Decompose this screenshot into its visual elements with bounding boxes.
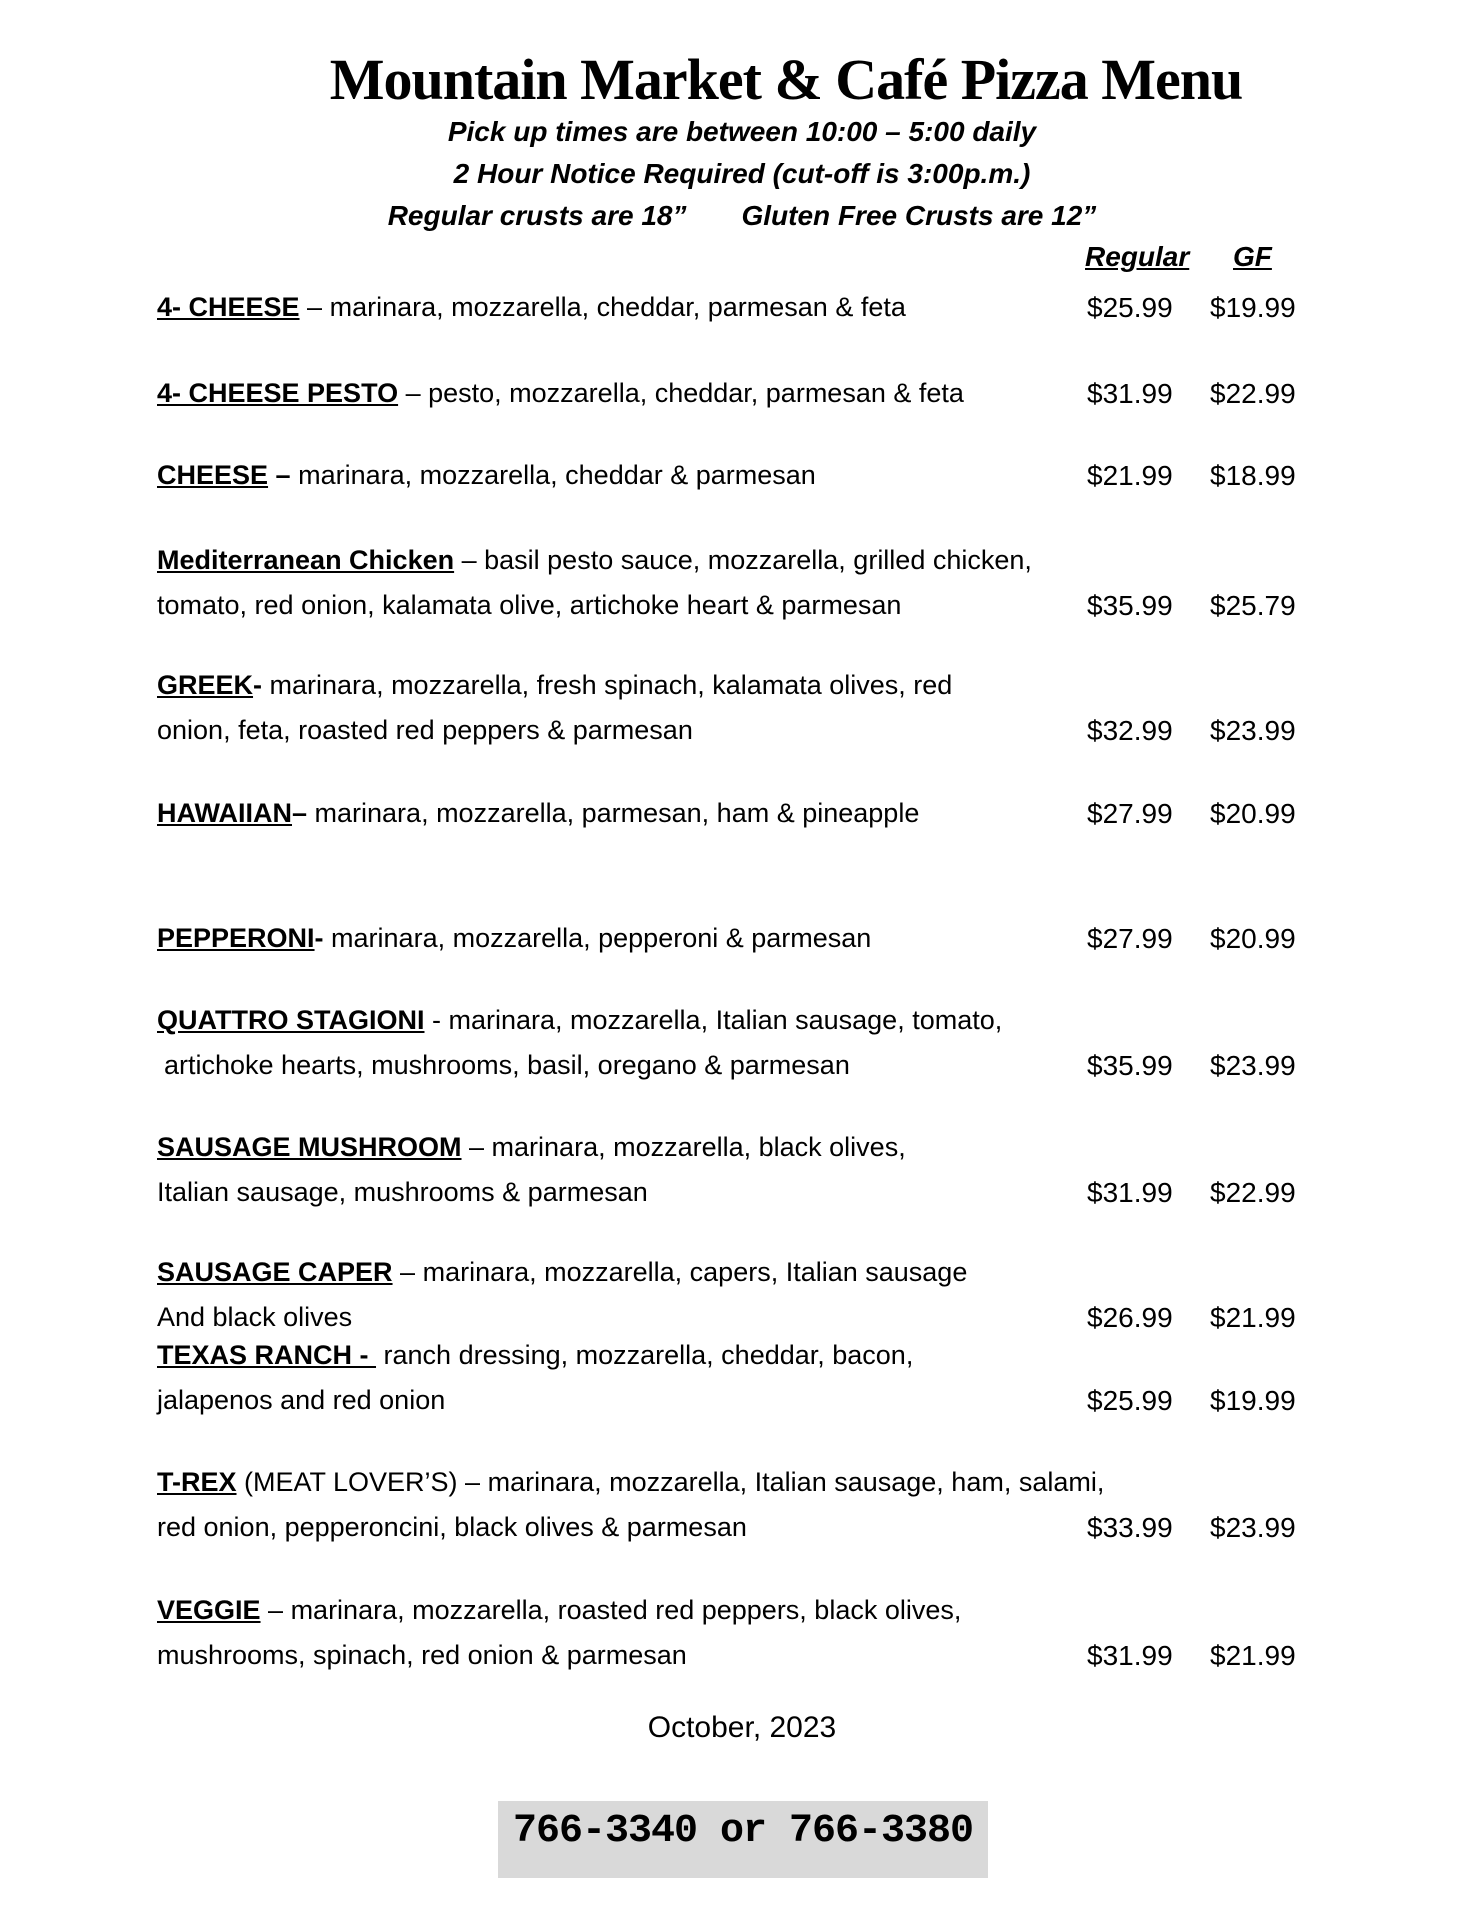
item-separator: – (392, 1257, 423, 1287)
price-regular: $25.99 (1087, 1385, 1173, 1416)
item-name: 4- CHEESE PESTO (157, 378, 399, 408)
price-gf: $20.99 (1210, 798, 1296, 829)
price-gf: $22.99 (1210, 1177, 1296, 1208)
item-description: marinara, mozzarella, cheddar, parmesan & feta (329, 292, 906, 322)
item-description: marinara, mozzarella, black olives, (491, 1132, 906, 1162)
price-gf: $23.99 (1210, 1512, 1296, 1543)
item-description: jalapenos and red onion (157, 1385, 446, 1415)
menu-item-sausage-mushroom (157, 1125, 1337, 1215)
price-regular: $27.99 (1087, 923, 1173, 954)
item-description: ranch dressing, mozzarella, cheddar, bacon, (383, 1340, 914, 1370)
item-separator (376, 1340, 384, 1370)
menu-item-hawaiian (157, 791, 1337, 836)
page-title: Mountain Market & Café Pizza Menu (329, 47, 1243, 112)
pickup-times-note: Pick up times are between 10:00 – 5:00 daily (447, 116, 1037, 147)
price-regular: $32.99 (1087, 715, 1173, 746)
price-gf: $18.99 (1210, 460, 1296, 491)
menu-item-texas-ranch (157, 1333, 1337, 1423)
price-regular: $35.99 (1087, 1050, 1173, 1081)
item-description: marinara, mozzarella, capers, Italian sausage (422, 1257, 968, 1287)
price-regular: $25.99 (1087, 292, 1173, 323)
price-gf: $21.99 (1210, 1640, 1296, 1671)
item-name: PEPPERONI (157, 923, 315, 953)
item-description: tomato, red onion, kalamata olive, artichoke heart & parmesan (157, 590, 902, 620)
item-separator: – (268, 460, 299, 490)
price-regular: $31.99 (1087, 1177, 1173, 1208)
price-regular: $35.99 (1087, 590, 1173, 621)
item-separator: – (461, 1132, 492, 1162)
item-description: marinara, mozzarella, roasted red peppers, black olives, (290, 1595, 962, 1625)
item-name: VEGGIE (157, 1595, 261, 1625)
menu-item-pepperoni (157, 916, 1337, 961)
price-regular: $27.99 (1087, 798, 1173, 829)
item-name: 4- CHEESE (157, 292, 300, 322)
price-column-headers (157, 241, 1337, 286)
item-description: marinara, mozzarella, pepperoni & parmesan (331, 923, 872, 953)
price-gf: $20.99 (1210, 923, 1296, 954)
price-gf: $23.99 (1210, 715, 1296, 746)
price-gf: $23.99 (1210, 1050, 1296, 1081)
item-name: CHEESE (157, 460, 269, 490)
item-description: marinara, mozzarella, parmesan, ham & pineapple (314, 798, 920, 828)
item-separator: - (253, 670, 270, 700)
price-gf: $25.79 (1210, 590, 1296, 621)
price-regular: $26.99 (1087, 1302, 1173, 1333)
item-name: Mediterranean Chicken (157, 545, 455, 575)
item-description: marinara, mozzarella, fresh spinach, kalamata olives, red (269, 670, 953, 700)
menu-item-veggie (157, 1588, 1337, 1678)
item-description: pesto, mozzarella, cheddar, parmesan & feta (428, 378, 964, 408)
menu-item-t-rex (157, 1460, 1337, 1550)
item-separator: - (424, 1005, 449, 1035)
menu-item-sausage-caper (157, 1250, 1337, 1340)
item-name: T-REX (157, 1467, 237, 1497)
column-header-gf: GF (1233, 241, 1272, 272)
item-description: marinara, mozzarella, cheddar & parmesan (298, 460, 816, 490)
price-regular: $31.99 (1087, 1640, 1173, 1671)
crust-sizes-note (0, 200, 1484, 232)
item-description: Italian sausage, mushrooms & parmesan (157, 1177, 648, 1207)
item-separator: – (299, 292, 330, 322)
phone-banner: 766-3340 or 766-3380 (498, 1801, 988, 1878)
item-separator: - (314, 923, 332, 953)
menu-date: October, 2023 (647, 1711, 837, 1744)
menu-item-mediterranean-chicken (157, 538, 1337, 628)
item-description: red onion, pepperoncini, black olives & parmesan (157, 1512, 747, 1542)
item-separator: (MEAT LOVER’S) – (236, 1467, 488, 1497)
item-name: SAUSAGE CAPER (157, 1257, 393, 1287)
item-separator: – (260, 1595, 291, 1625)
item-description: onion, feta, roasted red peppers & parmesan (157, 715, 693, 745)
item-separator: – (454, 545, 485, 575)
crust-gf-note: Gluten Free Crusts are 12” (741, 200, 1097, 231)
price-gf: $19.99 (1210, 1385, 1296, 1416)
menu-item-cheese (157, 453, 1337, 498)
item-name: QUATTRO STAGIONI (157, 1005, 425, 1035)
menu-item-4-cheese-pesto (157, 371, 1337, 416)
menu-item-quattro-stagioni (157, 998, 1337, 1088)
menu-item-4-cheese (157, 285, 1337, 330)
price-regular: $31.99 (1087, 378, 1173, 409)
item-separator: – (292, 798, 315, 828)
crust-regular-note: Regular crusts are 18” (387, 200, 687, 231)
item-name: HAWAIIAN (157, 798, 292, 828)
item-description: marinara, mozzarella, Italian sausage, tomato, (448, 1005, 1003, 1035)
column-header-regular: Regular (1085, 241, 1190, 272)
price-regular: $33.99 (1087, 1512, 1173, 1543)
item-description: And black olives (157, 1302, 353, 1332)
price-regular: $21.99 (1087, 460, 1173, 491)
item-separator: – (398, 378, 429, 408)
price-gf: $19.99 (1210, 292, 1296, 323)
item-description: artichoke hearts, mushrooms, basil, oregano & parmesan (164, 1050, 850, 1080)
price-gf: $21.99 (1210, 1302, 1296, 1333)
item-description: mushrooms, spinach, red onion & parmesan (157, 1640, 687, 1670)
price-gf: $22.99 (1210, 378, 1296, 409)
item-name: SAUSAGE MUSHROOM (157, 1132, 462, 1162)
item-name: GREEK (157, 670, 254, 700)
item-description: basil pesto sauce, mozzarella, grilled chicken, (484, 545, 1032, 575)
notice-note: 2 Hour Notice Required (cut-off is 3:00p.m.) (453, 158, 1031, 189)
menu-item-greek (157, 663, 1337, 753)
item-name: TEXAS RANCH - (157, 1340, 377, 1370)
item-description: marinara, mozzarella, Italian sausage, ham, salami, (487, 1467, 1105, 1497)
